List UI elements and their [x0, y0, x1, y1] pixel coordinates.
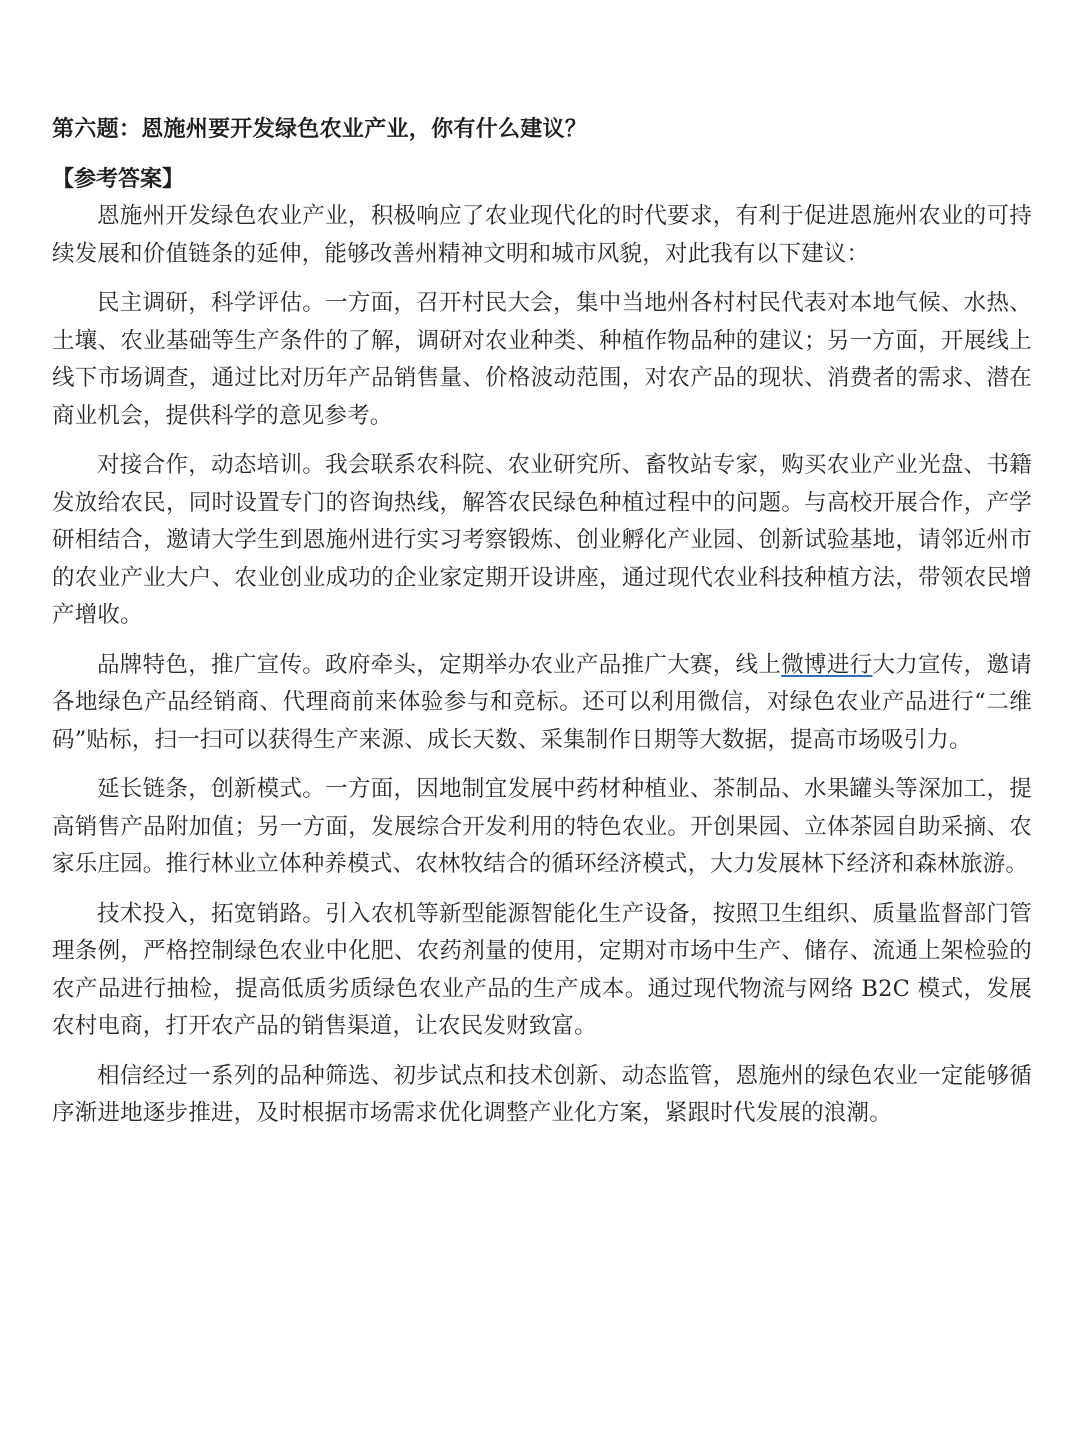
underlined-text: 微博进行	[781, 651, 873, 678]
paragraph-cooperation: 对接合作，动态培训。我会联系农科院、农业研究所、畜牧站专家，购买农业产业光盘、书籍发放给农民，同时设置专门的咨询热线，解答农民绿色种植过程中的问题。与高校开展合作，产学研相结合，邀请大学生到恩施州进行实习考察锻炼、创业孵化产业园、创新试验基地，请邻近州市的农业产业大户、农业创业成功的企业家定期开设讲座，通过现代农业科技种植方法，带领农民增产增收。	[52, 452, 1032, 628]
paragraph-technology: 技术投入，拓宽销路。引入农机等新型能源智能化生产设备，按照卫生组织、质量监督部门管理条例，严格控制绿色农业中化肥、农药剂量的使用，定期对市场中生产、储存、流通上架检验的农产品进行抽检，提高低质劣质绿色农业产品的生产成本。通过现代物流与网络 B2C 模式，发展农村电商，打开农产品的销售渠道，让农民发财致富。	[52, 900, 1032, 1039]
paragraph-branding	[52, 647, 1032, 760]
paragraph-conclusion: 相信经过一系列的品种筛选、初步试点和技术创新、动态监管，恩施州的绿色农业一定能够循序渐进地逐步推进，及时根据市场需求优化调整产业化方案，紧跟时代发展的浪潮。	[52, 1062, 1032, 1126]
paragraph-intro: 恩施州开发绿色农业产业，积极响应了农业现代化的时代要求，有利于促进恩施州农业的可持续发展和价值链条的延伸，能够改善州精神文明和城市风貌，对此我有以下建议：	[52, 203, 1032, 267]
answer-label: 【参考答案】	[52, 166, 185, 192]
paragraph-branding-part1: 品牌特色，推广宣传。政府牵头，定期举办农业产品推广大赛，线上	[97, 651, 782, 678]
paragraph-branding-part2: 大力宣传，邀请各地绿色产品经销商、代理商前来体验参与和竞标。还可以利用微信，对绿色农业产品进行“二维码”贴标，扫一扫可以获得生产来源、成长天数、采集制作日期等大数据，提高市场吸引力。	[52, 651, 1032, 753]
paragraph-extension: 延长链条，创新模式。一方面，因地制宜发展中药材种植业、茶制品、水果罐头等深加工，提高销售产品附加值；另一方面，发展综合开发利用的特色农业。开创果园、立体茶园自助采摘、农家乐庄园。推行林业立体种养模式、农林牧结合的循环经济模式，大力发展林下经济和森林旅游。	[52, 776, 1032, 877]
paragraph-research: 民主调研，科学评估。一方面，召开村民大会，集中当地州各村村民代表对本地气候、水热、土壤、农业基础等生产条件的了解，调研对农业种类、种植作物品种的建议；另一方面，开展线上线下市场调查，通过比对历年产品销售量、价格波动范围，对农产品的现状、消费者的需求、潜在商业机会，提供科学的意见参考。	[52, 290, 1032, 429]
question-title: 第六题：恩施州要开发绿色农业产业，你有什么建议？	[52, 116, 588, 142]
